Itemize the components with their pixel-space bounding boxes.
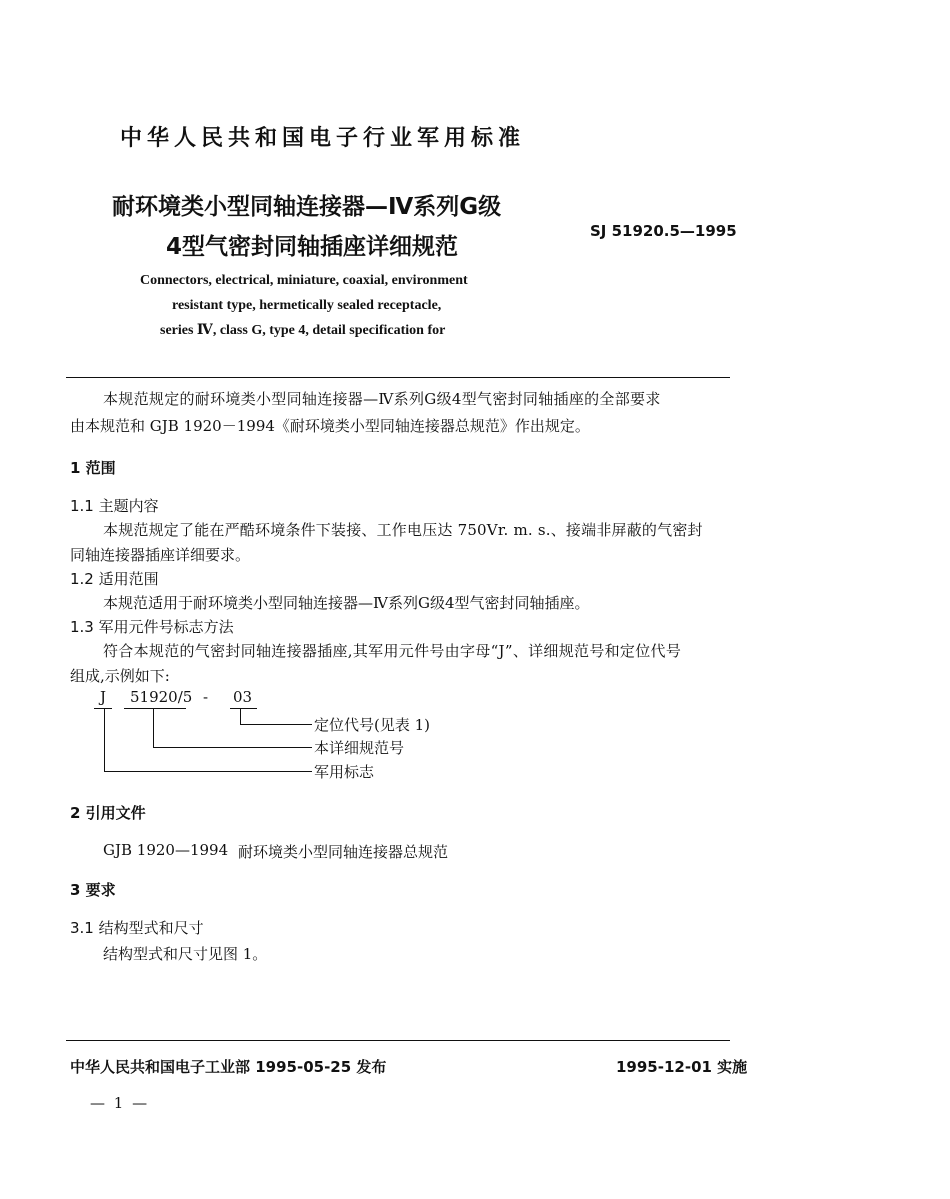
english-title-line3: series Ⅳ, class G, type 4, detail specification for [160, 323, 446, 338]
bracket-mil-horizontal [104, 771, 312, 772]
bracket-mil-vertical [104, 709, 105, 772]
standard-number: SJ 51920.5—1995 [590, 222, 737, 240]
label-spec-number: 本详细规范号 [314, 739, 405, 757]
intro-line1: 本规范规定的耐环境类小型同轴连接器—Ⅳ系列G级4型气密封同轴插座的全部要求 [103, 390, 661, 408]
english-title-line2: resistant type, hermetically sealed receptacle, [172, 298, 442, 313]
section-1-3-line1: 符合本规范的气密封同轴连接器插座,其军用元件号由字母“J”、详细规范号和定位代号 [103, 642, 682, 660]
footer-rule [66, 1040, 730, 1041]
header-rule [66, 377, 730, 378]
english-title-line1: Connectors, electrical, miniature, coaxial, environment [140, 273, 468, 288]
issue-statement: 中华人民共和国电子工业部 1995-05-25 发布 [70, 1058, 387, 1076]
underline-pos [230, 708, 257, 709]
standard-category: 中华人民共和国电子行业军用标准 [120, 126, 526, 151]
bracket-spec-horizontal [153, 747, 312, 748]
section-3-1-line1: 结构型式和尺寸见图 1。 [103, 945, 268, 963]
intro-line2: 由本规范和 GJB 1920－1994《耐环境类小型同轴连接器总规范》作出规定。 [70, 417, 590, 435]
code-spec-number: 51920/5 [130, 688, 193, 706]
underline-spec [124, 708, 186, 709]
code-separator: - [203, 688, 209, 706]
section-3-heading: 3 要求 [70, 881, 116, 899]
page-number: — 1 — [90, 1094, 150, 1112]
section-1-1-line1: 本规范规定了能在严酷环境条件下装接、工作电压达 750Vr. m. s.、接端非屏蔽的气密封 [103, 521, 703, 539]
document-title-line2: 4型气密封同轴插座详细规范 [166, 234, 459, 260]
section-1-3-line2: 组成,示例如下: [70, 667, 170, 685]
bracket-spec-vertical [153, 709, 154, 748]
document-title-line1: 耐环境类小型同轴连接器—Ⅳ系列G级 [112, 194, 502, 220]
underline-j [94, 708, 112, 709]
label-military-mark: 军用标志 [314, 763, 375, 781]
label-position-code: 定位代号(见表 1) [314, 716, 431, 734]
bracket-pos-horizontal [240, 724, 312, 725]
section-1-1-line2: 同轴连接器插座详细要求。 [70, 546, 251, 564]
bracket-pos-vertical [240, 709, 241, 725]
section-1-2-heading: 1.2 适用范围 [70, 570, 159, 588]
section-1-heading: 1 范围 [70, 459, 116, 477]
code-position: 03 [233, 688, 253, 706]
reference-1-title: 耐环境类小型同轴连接器总规范 [238, 843, 449, 861]
reference-1-number: GJB 1920—1994 [103, 841, 229, 859]
section-1-3-heading: 1.3 军用元件号标志方法 [70, 618, 234, 636]
section-3-1-heading: 3.1 结构型式和尺寸 [70, 919, 204, 937]
effective-date: 1995-12-01 实施 [616, 1058, 748, 1076]
section-2-heading: 2 引用文件 [70, 804, 146, 822]
section-1-2-line1: 本规范适用于耐环境类小型同轴连接器—Ⅳ系列G级4型气密封同轴插座。 [103, 594, 590, 612]
code-military-letter: J [100, 688, 107, 706]
section-1-1-heading: 1.1 主题内容 [70, 497, 159, 515]
